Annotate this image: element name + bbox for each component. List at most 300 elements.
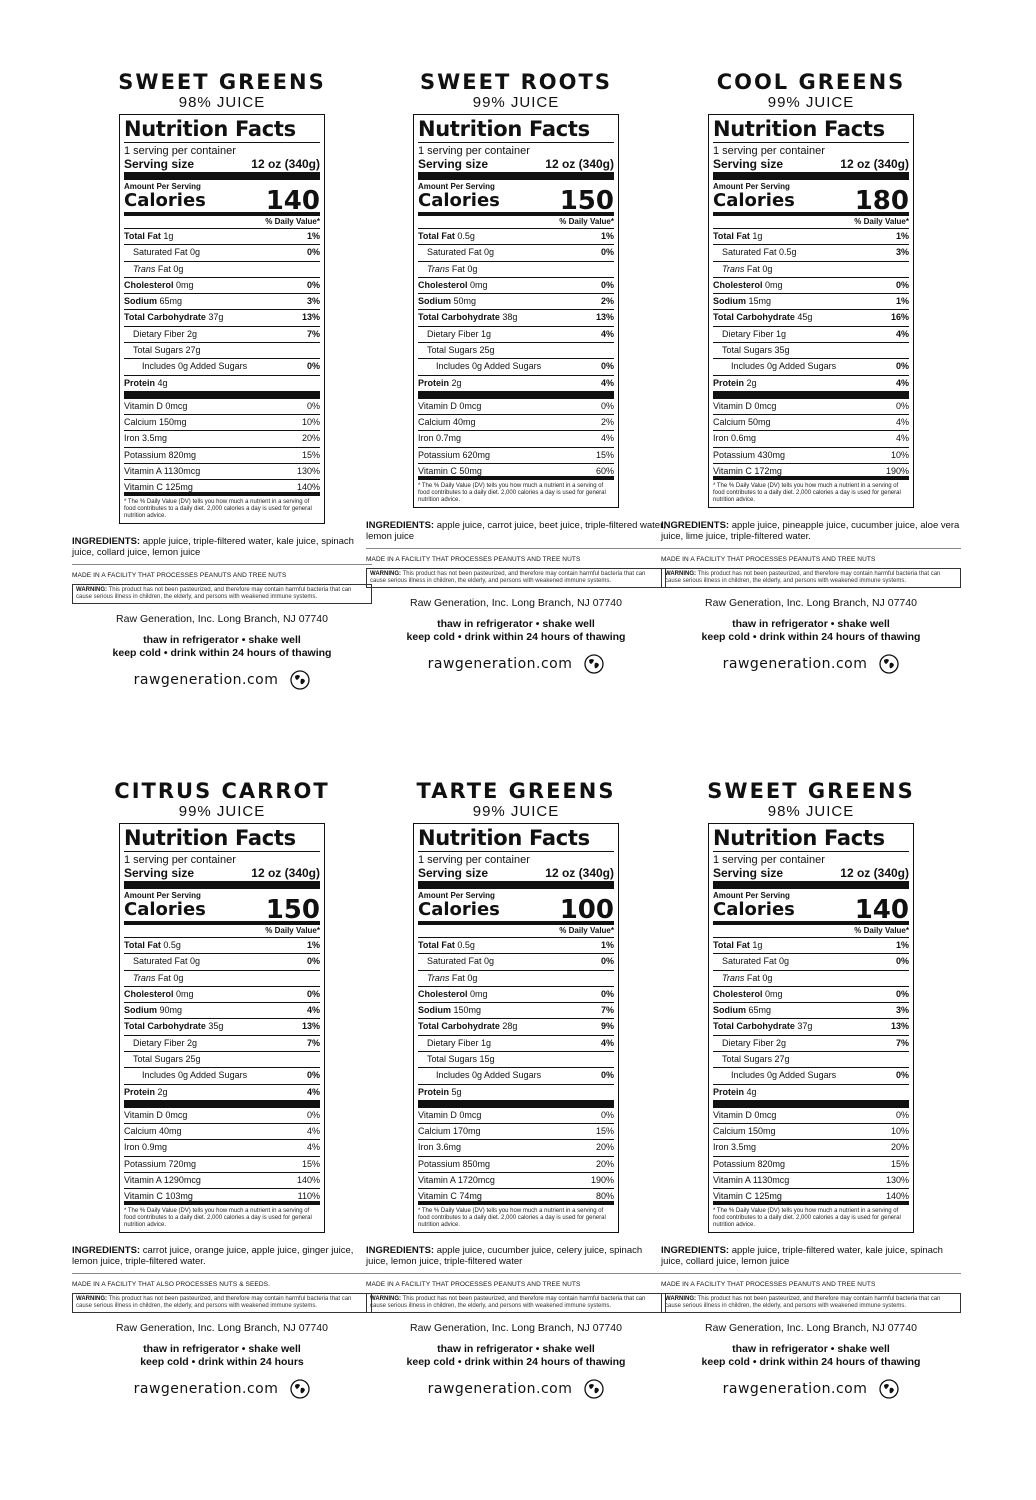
nutrient-label: Total Fat <box>418 940 455 950</box>
nutrient-row <box>713 1068 909 1084</box>
nutrient-daily-value: 3% <box>306 296 320 307</box>
nutrient-amount: 35g <box>205 1021 224 1032</box>
nutrient-name <box>713 278 783 293</box>
nutrient-label: Dietary Fiber <box>722 1037 774 1048</box>
nutrient-name <box>418 310 517 325</box>
ingredients <box>661 520 961 549</box>
nutrient-label: Total Carbohydrate <box>124 1021 206 1032</box>
vitamin-name: Iron 3.5mg <box>124 433 168 444</box>
warning-text: This product has not been pasteurized, and therefore may contain harmful bacteria that can cause serious illness in children, the elderly, and persons with weakened immune systems. <box>370 571 646 585</box>
nutrition-facts-title: Nutrition Facts <box>124 117 320 143</box>
calories-label: Calories <box>124 190 206 211</box>
amount-per-serving: Amount Per Serving <box>418 182 495 191</box>
instructions-line-2: keep cold • drink within 24 hours of thawing <box>701 631 921 644</box>
nutrient-amount: 0mg <box>173 988 194 999</box>
daily-value-footnote: * The % Daily Value (DV) tells you how much a nutrient in a serving of food contributes to a daily diet. 2,000 calories a day is used for general nutrition advice. <box>124 499 312 520</box>
nutrient-row <box>713 359 909 375</box>
serving-size <box>418 866 614 889</box>
nutrient-daily-value: 1% <box>600 231 614 241</box>
facility-notice: MADE IN A FACILITY THAT PROCESSES PEANUTS AND TREE NUTS <box>366 556 581 564</box>
serving-size <box>124 866 320 889</box>
nutrient-daily-value: 1% <box>895 940 909 950</box>
vitamin-row <box>418 431 614 447</box>
nutrient-daily-value: 0% <box>306 956 320 967</box>
vitamin-daily-value: 4% <box>895 433 909 444</box>
vitamin-name: Calcium 170mg <box>418 1125 481 1136</box>
nutrient-row <box>713 245 909 261</box>
calories-label: Calories <box>418 899 500 920</box>
calories-value: 180 <box>854 186 909 216</box>
nutrient-row <box>124 245 320 261</box>
vitamin-daily-value: 20% <box>301 433 320 444</box>
nutrient-name <box>427 343 495 358</box>
nutrient-amount: Fat 0g <box>744 972 773 983</box>
vitamin-name: Vitamin D 0mcg <box>124 1109 188 1120</box>
nutrient-name <box>713 1085 757 1100</box>
juice-percent: 99% JUICE <box>472 803 560 820</box>
nutrient-amount: 50mg <box>451 296 477 307</box>
nutrient-label: Trans <box>427 972 450 983</box>
ingredients-label: INGREDIENTS: <box>72 1245 141 1257</box>
nutrient-row <box>713 262 909 278</box>
vitamin-row <box>713 1157 909 1173</box>
nutrient-name <box>124 310 223 325</box>
nutrient-daily-value: 3% <box>895 247 909 258</box>
nutrient-daily-value: 4% <box>895 377 909 388</box>
ingredients <box>366 1245 666 1274</box>
nutrient-row <box>124 954 320 970</box>
globe-logo-icon <box>290 670 310 690</box>
nutrient-name <box>713 1019 812 1034</box>
vitamin-name: Potassium 820mg <box>124 449 197 460</box>
website-row <box>72 1379 372 1399</box>
nutrient-row <box>713 294 909 310</box>
nutrient-label: Sodium <box>713 1005 746 1016</box>
serving-size-value: 12 oz (340g) <box>251 866 320 880</box>
daily-value-header: % Daily Value* <box>713 925 909 938</box>
warning-label: WARNING: <box>76 587 107 594</box>
nutrient-row <box>418 310 614 326</box>
calories-value: 140 <box>265 186 320 216</box>
nutrient-daily-value: 0% <box>306 988 320 999</box>
nutrient-row <box>713 1003 909 1019</box>
globe-logo-icon <box>290 1379 310 1399</box>
globe-logo-icon <box>879 654 899 674</box>
nutrient-daily-value: 16% <box>890 312 909 323</box>
ingredients-text: carrot juice, orange juice, apple juice, ginger juice, lemon juice, triple-filtered water. <box>72 1245 354 1268</box>
vitamin-name: Vitamin D 0mcg <box>713 1109 777 1120</box>
vitamin-daily-value: 20% <box>595 1142 614 1153</box>
nutrient-row <box>124 1052 320 1068</box>
vitamin-name: Vitamin A 1130mcg <box>124 465 201 476</box>
nutrient-name <box>124 987 194 1002</box>
nutrient-amount: 0.5g <box>454 940 475 950</box>
nutrient-amount: 28g <box>499 1021 518 1032</box>
nutrient-amount: 15mg <box>746 296 772 307</box>
nutrient-daily-value: 0% <box>895 1070 909 1081</box>
nutrient-row <box>124 1036 320 1052</box>
nutrition-facts-title: Nutrition Facts <box>713 117 909 143</box>
website-url: rawgeneration.com <box>133 1381 279 1398</box>
nutrient-daily-value: 1% <box>895 231 909 241</box>
warning-label: WARNING: <box>76 1296 107 1303</box>
nutrient-row <box>713 343 909 359</box>
vitamin-row <box>124 480 320 496</box>
nutrient-amount: 37g <box>205 312 224 323</box>
nutrient-amount: 0mg <box>762 988 783 999</box>
warning-text: This product has not been pasteurized, and therefore may contain harmful bacteria that can cause serious illness in children, the elderly, and persons with weakened immune systems. <box>665 571 941 585</box>
nutrient-name <box>124 294 182 309</box>
serving-size <box>418 157 614 180</box>
company-address: Raw Generation, Inc. Long Branch, NJ 07740 <box>410 1322 622 1335</box>
nutrient-name <box>427 327 491 342</box>
warning-label: WARNING: <box>370 1296 401 1303</box>
nutrient-daily-value: 0% <box>895 361 909 372</box>
website-row <box>661 654 961 674</box>
vitamin-row <box>124 415 320 431</box>
nutrient-label: Total Carbohydrate <box>713 312 795 323</box>
instructions-line-2: keep cold • drink within 24 hours of thawing <box>112 647 332 660</box>
vitamin-name: Calcium 40mg <box>418 416 476 427</box>
website-row <box>366 1379 666 1399</box>
vitamin-name: Calcium 150mg <box>713 1125 776 1136</box>
product-name: SWEET GREENS <box>707 779 915 803</box>
nutrient-label: Trans <box>133 972 156 983</box>
ingredients-text: apple juice, pineapple juice, cucumber juice, aloe vera juice, lime juice, triple-filtered water. <box>661 520 960 543</box>
nutrient-rows <box>124 938 320 1108</box>
vitamin-row <box>418 1140 614 1156</box>
vitamin-daily-value: 10% <box>301 416 320 427</box>
nutrient-row <box>418 229 614 245</box>
globe-logo-icon <box>584 654 604 674</box>
nutrient-amount: 15g <box>477 1054 495 1065</box>
calories-value: 100 <box>559 895 614 925</box>
nutrient-label: Protein <box>124 1086 156 1097</box>
vitamin-row <box>124 1173 320 1189</box>
warning-box <box>366 568 666 588</box>
servings-per-container: 1 serving per container <box>418 145 530 157</box>
daily-value-header: % Daily Value* <box>713 216 909 229</box>
nutrient-name <box>133 343 201 358</box>
vitamin-name: Vitamin C 172mg <box>713 465 782 476</box>
vitamin-name: Vitamin A 1720mcg <box>418 1174 495 1185</box>
nutrient-daily-value: 4% <box>600 1037 614 1048</box>
nutrient-label: Sodium <box>124 1005 157 1016</box>
nutrient-name <box>731 359 836 374</box>
nutrient-name <box>124 938 181 953</box>
nutrient-name <box>124 1003 182 1018</box>
nutrient-label: Includes 0g Added Sugars <box>731 1070 837 1081</box>
daily-value-footnote: * The % Daily Value (DV) tells you how much a nutrient in a serving of food contributes to a daily diet. 2,000 calories a day is used for general nutrition advice. <box>418 483 606 504</box>
juice-label-2 <box>366 70 666 674</box>
vitamin-name: Calcium 50mg <box>713 416 771 427</box>
vitamin-row <box>418 1108 614 1124</box>
nutrient-amount: 4g <box>744 1086 757 1097</box>
product-name: CITRUS CARROT <box>114 779 330 803</box>
nutrient-row <box>124 262 320 278</box>
nutrient-label: Includes 0g Added Sugars <box>142 1070 248 1081</box>
nutrient-daily-value: 0% <box>306 279 320 290</box>
nutrient-name <box>436 359 541 374</box>
website-url: rawgeneration.com <box>133 672 279 689</box>
vitamin-row <box>713 1140 909 1156</box>
nutrient-daily-value: 13% <box>301 1021 320 1032</box>
vitamin-name: Calcium 40mg <box>124 1125 182 1136</box>
vitamin-daily-value: 140% <box>296 1174 320 1185</box>
vitamin-name: Vitamin D 0mcg <box>418 1109 482 1120</box>
juice-percent: 98% JUICE <box>767 803 855 820</box>
nutrient-name <box>418 376 462 391</box>
nutrient-row <box>124 278 320 294</box>
nutrient-row <box>713 971 909 987</box>
nutrient-amount: 90mg <box>157 1005 183 1016</box>
nutrient-name <box>713 229 762 244</box>
serving-size <box>124 157 320 180</box>
vitamin-name: Vitamin C 50mg <box>418 465 482 476</box>
vitamin-row <box>418 1173 614 1189</box>
nutrient-daily-value: 4% <box>895 328 909 339</box>
nutrition-facts-title: Nutrition Facts <box>418 117 614 143</box>
nutrient-daily-value: 4% <box>600 328 614 339</box>
nutrition-facts-panel <box>119 114 325 524</box>
nutrient-label: Cholesterol <box>124 279 174 290</box>
nutrient-row <box>713 1085 909 1108</box>
instructions-line-1: thaw in refrigerator • shake well <box>143 634 301 647</box>
daily-value-footnote: * The % Daily Value (DV) tells you how much a nutrient in a serving of food contributes to a daily diet. 2,000 calories a day is used for general nutrition advice. <box>713 483 901 504</box>
nutrient-daily-value: 9% <box>600 1021 614 1032</box>
nutrient-row <box>713 1036 909 1052</box>
nutrient-amount: 0mg <box>762 279 783 290</box>
nutrient-name <box>133 1052 201 1067</box>
vitamin-daily-value: 4% <box>306 1125 320 1136</box>
warning-label: WARNING: <box>665 1296 696 1303</box>
nutrient-row <box>713 938 909 954</box>
juice-label-5 <box>366 779 666 1399</box>
vitamin-daily-value: 15% <box>301 449 320 460</box>
nutrient-label: Trans <box>427 263 450 274</box>
nutrient-label: Total Sugars <box>722 1054 773 1065</box>
nutrient-name <box>722 954 789 969</box>
nutrient-amount: 4g <box>155 377 168 388</box>
nutrient-name <box>418 1003 481 1018</box>
ingredients-label: INGREDIENTS: <box>366 520 435 532</box>
nutrient-row <box>418 294 614 310</box>
vitamin-daily-value: 0% <box>306 1109 320 1120</box>
nutrient-label: Trans <box>722 263 745 274</box>
juice-percent: 99% JUICE <box>767 94 855 111</box>
nutrient-row <box>418 1085 614 1108</box>
nutrient-name <box>418 294 476 309</box>
calories-value: 150 <box>265 895 320 925</box>
vitamin-name: Calcium 150mg <box>124 416 187 427</box>
nutrient-daily-value: 3% <box>895 1005 909 1016</box>
vitamin-row <box>713 1108 909 1124</box>
nutrient-amount: 0g <box>187 956 201 967</box>
nutrient-label: Dietary Fiber <box>133 328 185 339</box>
vitamin-row <box>124 1108 320 1124</box>
juice-label-1 <box>72 70 372 690</box>
nutrient-label: Protein <box>713 377 745 388</box>
nutrient-label: Includes 0g Added Sugars <box>142 361 248 372</box>
company-address: Raw Generation, Inc. Long Branch, NJ 07740 <box>116 613 328 626</box>
vitamin-daily-value: 0% <box>895 400 909 411</box>
nutrient-amount: 25g <box>477 345 495 356</box>
serving-size-label: Serving size <box>124 157 195 171</box>
nutrient-daily-value: 1% <box>895 296 909 307</box>
ingredients <box>72 1245 372 1274</box>
nutrient-row <box>418 376 614 399</box>
calories-label: Calories <box>713 190 795 211</box>
nutrition-facts-panel <box>413 114 619 508</box>
nutrient-label: Saturated Fat <box>427 247 482 258</box>
facility-notice: MADE IN A FACILITY THAT PROCESSES PEANUTS AND TREE NUTS <box>366 1281 581 1289</box>
nutrient-row <box>418 245 614 261</box>
vitamin-name: Potassium 720mg <box>124 1158 197 1169</box>
nutrient-label: Trans <box>722 972 745 983</box>
warning-label: WARNING: <box>665 571 696 578</box>
vitamin-daily-value: 130% <box>296 465 320 476</box>
website-url: rawgeneration.com <box>427 1381 573 1398</box>
warning-box <box>661 1293 961 1313</box>
instructions-line-1: thaw in refrigerator • shake well <box>732 1343 890 1356</box>
vitamin-daily-value: 130% <box>885 1174 909 1185</box>
nutrient-daily-value: 13% <box>595 312 614 323</box>
product-name: SWEET ROOTS <box>420 70 612 94</box>
nutrient-amount: 2g <box>744 377 757 388</box>
nutrient-name <box>418 1085 462 1100</box>
nutrient-name <box>418 1019 517 1034</box>
vitamin-daily-value: 110% <box>297 1191 320 1202</box>
instructions-line-2: keep cold • drink within 24 hours <box>140 1356 304 1369</box>
instructions <box>366 618 666 644</box>
nutrient-amount: 0.5g <box>776 247 797 258</box>
vitamin-name: Vitamin D 0mcg <box>418 400 482 411</box>
instructions-line-2: keep cold • drink within 24 hours of thawing <box>701 1356 921 1369</box>
vitamin-row <box>418 399 614 415</box>
vitamin-name: Potassium 430mg <box>713 449 786 460</box>
nutrient-daily-value: 0% <box>895 279 909 290</box>
nutrient-amount: 1g <box>773 328 787 339</box>
nutrient-amount: 1g <box>478 1037 492 1048</box>
vitamin-name: Potassium 820mg <box>713 1158 786 1169</box>
vitamin-row <box>418 464 614 480</box>
instructions-line-1: thaw in refrigerator • shake well <box>437 1343 595 1356</box>
juice-label-4 <box>72 779 372 1399</box>
vitamin-daily-value: 80% <box>595 1191 614 1202</box>
nutrition-facts-panel <box>708 114 914 508</box>
vitamin-daily-value: 0% <box>600 400 614 411</box>
ingredients <box>72 536 372 565</box>
nutrient-amount: Fat 0g <box>744 263 773 274</box>
vitamin-name: Vitamin C 125mg <box>713 1191 782 1202</box>
vitamin-rows <box>418 399 614 480</box>
nutrient-daily-value: 1% <box>306 940 320 950</box>
nutrient-row <box>124 229 320 245</box>
nutrient-name <box>133 245 200 260</box>
vitamin-daily-value: 0% <box>895 1109 909 1120</box>
website-url: rawgeneration.com <box>427 656 573 673</box>
warning-text: This product has not been pasteurized, and therefore may contain harmful bacteria that can cause serious illness in children, the elderly, and persons with weakened immune systems. <box>665 1296 941 1310</box>
nutrient-row <box>124 971 320 987</box>
daily-value-header: % Daily Value* <box>418 216 614 229</box>
vitamin-daily-value: 15% <box>595 449 614 460</box>
nutrient-label: Saturated Fat <box>133 956 188 967</box>
nutrient-amount: 0g <box>187 247 201 258</box>
nutrient-name <box>722 245 797 260</box>
nutrient-label: Total Sugars <box>133 1054 184 1065</box>
calories-label: Calories <box>124 899 206 920</box>
serving-size-value: 12 oz (340g) <box>840 157 909 171</box>
nutrient-amount: 65mg <box>157 296 183 307</box>
nutrient-label: Trans <box>133 263 156 274</box>
nutrient-amount: 0mg <box>467 279 488 290</box>
nutrient-name <box>722 327 786 342</box>
vitamin-row <box>124 399 320 415</box>
serving-size-value: 12 oz (340g) <box>251 157 320 171</box>
vitamin-daily-value: 190% <box>590 1174 614 1185</box>
calories-value: 150 <box>559 186 614 216</box>
vitamin-row <box>124 1140 320 1156</box>
servings-per-container: 1 serving per container <box>418 854 530 866</box>
nutrient-row <box>713 229 909 245</box>
daily-value-header: % Daily Value* <box>418 925 614 938</box>
nutrient-daily-value: 7% <box>895 1037 909 1048</box>
nutrient-label: Dietary Fiber <box>427 1037 479 1048</box>
juice-percent: 99% JUICE <box>472 94 560 111</box>
vitamin-name: Vitamin C 74mg <box>418 1191 482 1202</box>
nutrient-amount: 1g <box>749 940 763 950</box>
nutrient-daily-value: 7% <box>600 1005 614 1016</box>
vitamin-row <box>418 415 614 431</box>
nutrient-row <box>418 262 614 278</box>
ingredients-text: apple juice, triple-filtered water, kale juice, spinach juice, collard juice, lemon juice <box>661 1245 943 1268</box>
nutrition-facts-panel <box>413 823 619 1233</box>
nutrient-row <box>124 1085 320 1108</box>
vitamin-row <box>713 1189 909 1205</box>
vitamin-row <box>124 431 320 447</box>
vitamin-row <box>418 448 614 464</box>
nutrient-daily-value: 2% <box>600 296 614 307</box>
vitamin-row <box>124 1157 320 1173</box>
nutrient-amount: Fat 0g <box>449 972 478 983</box>
nutrient-amount: 37g <box>794 1021 813 1032</box>
vitamin-rows <box>418 1108 614 1206</box>
vitamin-name: Vitamin A 1130mcg <box>713 1174 790 1185</box>
ingredients-text: apple juice, carrot juice, beet juice, triple-filtered water, lemon juice <box>366 520 666 543</box>
daily-value-footnote: * The % Daily Value (DV) tells you how much a nutrient in a serving of food contributes to a daily diet. 2,000 calories a day is used for general nutrition advice. <box>124 1208 312 1229</box>
nutrient-row <box>124 376 320 399</box>
juice-percent: 98% JUICE <box>178 94 266 111</box>
nutrient-label: Protein <box>418 1086 450 1097</box>
vitamin-name: Potassium 850mg <box>418 1158 491 1169</box>
nutrient-daily-value: 7% <box>306 1037 320 1048</box>
nutrient-label: Sodium <box>713 296 746 307</box>
instructions <box>72 634 372 660</box>
vitamin-row <box>124 1124 320 1140</box>
instructions-line-1: thaw in refrigerator • shake well <box>143 1343 301 1356</box>
amount-per-serving: Amount Per Serving <box>124 182 201 191</box>
vitamin-name: Vitamin C 103mg <box>124 1191 193 1202</box>
nutrient-label: Protein <box>713 1086 745 1097</box>
nutrient-row <box>713 954 909 970</box>
nutrient-rows <box>418 938 614 1108</box>
nutrient-name <box>731 1068 836 1083</box>
nutrient-amount: 1g <box>478 328 492 339</box>
nutrient-daily-value: 0% <box>600 279 614 290</box>
nutrition-facts-panel <box>119 823 325 1233</box>
facility-notice: MADE IN A FACILITY THAT PROCESSES PEANUTS AND TREE NUTS <box>661 1281 876 1289</box>
nutrient-label: Total Fat <box>713 231 750 241</box>
